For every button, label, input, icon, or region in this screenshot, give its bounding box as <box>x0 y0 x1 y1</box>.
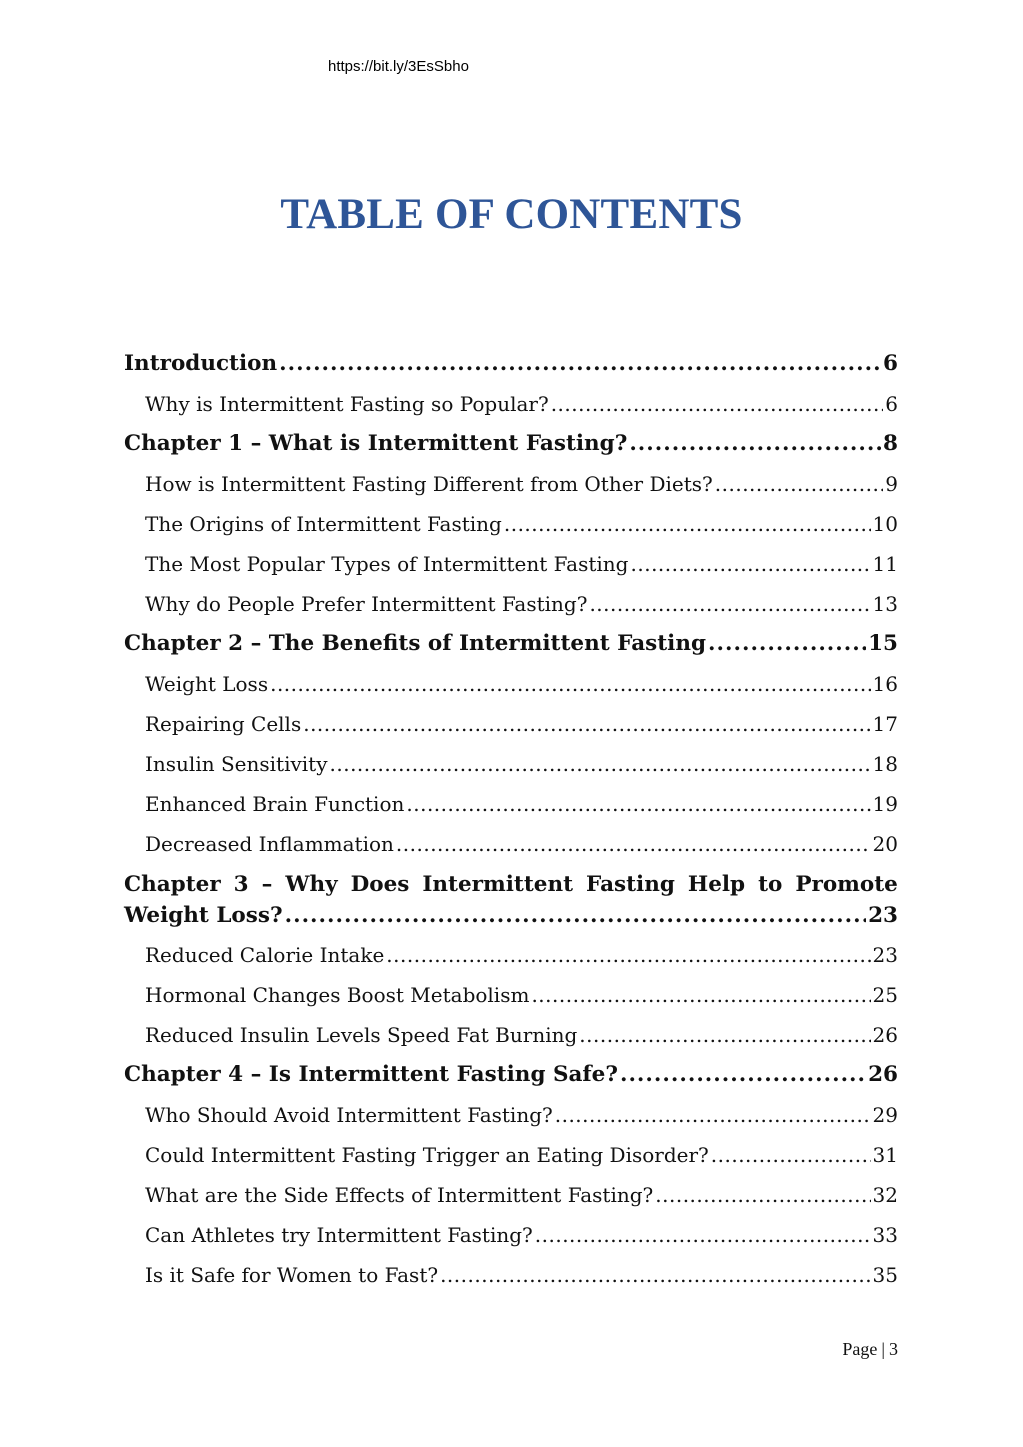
dot-leader <box>555 1095 871 1135</box>
toc-entry[interactable] <box>124 664 898 704</box>
table-of-contents <box>124 344 898 1295</box>
dot-leader <box>406 784 870 824</box>
toc-word: 3 <box>233 872 249 897</box>
dot-leader <box>579 1015 870 1055</box>
toc-entry-label: The Most Popular Types of Intermittent Fasting <box>145 552 629 576</box>
toc-entry-label: Why do People Prefer Intermittent Fasting? <box>145 592 588 616</box>
toc-word: Help <box>687 872 746 897</box>
source-url[interactable]: https://bit.ly/3EsSbho <box>328 58 469 75</box>
toc-entry-chapter-2[interactable] <box>124 624 898 664</box>
toc-entry-label-line-2 <box>124 900 898 931</box>
dot-leader <box>535 1215 871 1255</box>
toc-page-number: 35 <box>872 1263 898 1287</box>
toc-entry-label: Who Should Avoid Intermittent Fasting? <box>145 1103 553 1127</box>
page-separator: | <box>881 1339 885 1359</box>
toc-entry-label: Chapter 1 – What is Intermittent Fasting? <box>124 431 628 456</box>
toc-page-number: 18 <box>872 752 898 776</box>
dot-leader <box>711 1135 871 1175</box>
toc-page-number: 16 <box>872 672 898 696</box>
toc-word: – <box>261 872 273 897</box>
toc-entry-label: Weight Loss? <box>124 903 283 928</box>
toc-page-number: 17 <box>872 712 898 736</box>
toc-entry[interactable] <box>124 1255 898 1295</box>
toc-page-number: 31 <box>872 1143 898 1167</box>
dot-leader <box>504 504 871 544</box>
toc-entry-chapter-1[interactable] <box>124 424 898 464</box>
dot-leader <box>715 464 884 504</box>
toc-entry[interactable] <box>124 704 898 744</box>
toc-entry[interactable] <box>124 384 898 424</box>
toc-page-number: 8 <box>883 431 898 456</box>
toc-entry[interactable] <box>124 1095 898 1135</box>
dot-leader <box>551 384 884 424</box>
dot-leader <box>655 1175 870 1215</box>
toc-entry[interactable] <box>124 1215 898 1255</box>
dot-leader <box>629 424 881 464</box>
page-number: 3 <box>889 1339 898 1359</box>
toc-page-number: 20 <box>872 832 898 856</box>
toc-entry[interactable] <box>124 744 898 784</box>
dot-leader <box>303 704 870 744</box>
toc-page-number: 10 <box>872 512 898 536</box>
toc-entry[interactable] <box>124 544 898 584</box>
toc-entry-label: Why is Intermittent Fasting so Popular? <box>145 392 549 416</box>
dot-leader <box>285 900 866 931</box>
toc-entry-label-line-1 <box>124 869 898 900</box>
toc-page-number: 9 <box>885 472 898 496</box>
toc-page-number: 6 <box>883 351 898 376</box>
dot-leader <box>279 344 881 384</box>
toc-page-number: 32 <box>872 1183 898 1207</box>
toc-page-number: 19 <box>872 792 898 816</box>
toc-word: Fasting <box>586 872 675 897</box>
toc-word: Chapter <box>124 872 221 897</box>
toc-entry-label: Enhanced Brain Function <box>145 792 405 816</box>
toc-page-number: 26 <box>872 1023 898 1047</box>
toc-page-number: 13 <box>872 592 898 616</box>
dot-leader <box>270 664 870 704</box>
toc-word: Promote <box>795 872 898 897</box>
toc-word: Intermittent <box>422 872 574 897</box>
toc-entry[interactable] <box>124 1135 898 1175</box>
dot-leader <box>531 975 870 1015</box>
toc-page-number: 11 <box>872 552 898 576</box>
toc-entry-label: Introduction <box>124 351 278 376</box>
dot-leader <box>589 584 870 624</box>
toc-page-number: 6 <box>885 392 898 416</box>
dot-leader <box>620 1055 866 1095</box>
toc-entry-label: The Origins of Intermittent Fasting <box>145 512 502 536</box>
toc-entry[interactable] <box>124 584 898 624</box>
toc-page-number: 26 <box>868 1062 898 1087</box>
toc-entry-label: Decreased Inflammation <box>145 832 394 856</box>
toc-entry-label: Hormonal Changes Boost Metabolism <box>145 983 530 1007</box>
toc-page-number: 23 <box>872 943 898 967</box>
dot-leader <box>708 624 866 664</box>
toc-word: Does <box>350 872 410 897</box>
page-label: Page <box>842 1339 878 1359</box>
toc-entry-label: Reduced Calorie Intake <box>145 943 385 967</box>
toc-entry-introduction[interactable] <box>124 344 898 384</box>
toc-entry-label: Repairing Cells <box>145 712 302 736</box>
toc-page-number: 33 <box>872 1223 898 1247</box>
dot-leader <box>330 744 871 784</box>
page-title: TABLE OF CONTENTS <box>280 191 743 238</box>
toc-entry[interactable] <box>124 935 898 975</box>
toc-entry-label: Weight Loss <box>145 672 269 696</box>
toc-word: to <box>758 872 783 897</box>
toc-entry-label: What are the Side Effects of Intermittent Fasting? <box>145 1183 654 1207</box>
toc-entry-label: How is Intermittent Fasting Different from Other Diets? <box>145 472 713 496</box>
toc-entry-label: Chapter 4 – Is Intermittent Fasting Safe? <box>124 1062 618 1087</box>
toc-page-number: 25 <box>872 983 898 1007</box>
toc-entry-label: Chapter 2 – The Benefits of Intermittent Fasting <box>124 631 707 656</box>
page-footer <box>842 1339 898 1360</box>
toc-entry[interactable] <box>124 784 898 824</box>
toc-page-number: 15 <box>868 631 898 656</box>
dot-leader <box>396 824 871 864</box>
toc-word: Why <box>285 872 338 897</box>
toc-entry-label: Is it Safe for Women to Fast? <box>145 1263 439 1287</box>
toc-entry[interactable] <box>124 1015 898 1055</box>
toc-entry[interactable] <box>124 464 898 504</box>
toc-entry-label: Could Intermittent Fasting Trigger an Eating Disorder? <box>145 1143 709 1167</box>
toc-entry[interactable] <box>124 824 898 864</box>
toc-entry-label: Can Athletes try Intermittent Fasting? <box>145 1223 533 1247</box>
dot-leader <box>631 544 871 584</box>
toc-entry[interactable] <box>124 1175 898 1215</box>
toc-entry-chapter-4[interactable] <box>124 1055 898 1095</box>
toc-entry-label: Insulin Sensitivity <box>145 752 328 776</box>
toc-entry[interactable] <box>124 504 898 544</box>
toc-entry-chapter-3[interactable] <box>124 864 898 935</box>
dot-leader <box>440 1255 870 1295</box>
toc-page-number: 23 <box>868 903 898 928</box>
toc-entry-label: Reduced Insulin Levels Speed Fat Burning <box>145 1023 578 1047</box>
toc-page-number: 29 <box>872 1103 898 1127</box>
toc-entry[interactable] <box>124 975 898 1015</box>
dot-leader <box>386 935 870 975</box>
